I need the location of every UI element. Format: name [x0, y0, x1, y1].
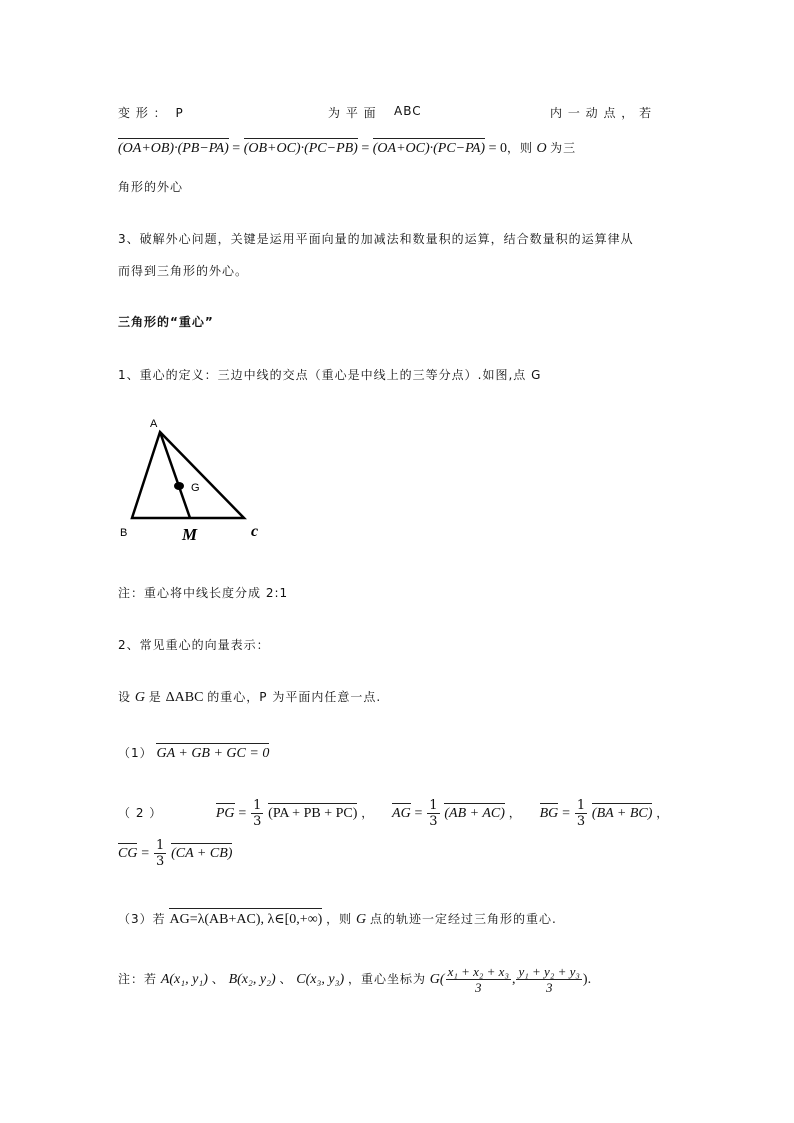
- note-2-pre: 注：若: [118, 972, 158, 986]
- condition-zero: = 0: [488, 141, 507, 156]
- item-3-label: （3）若: [118, 912, 166, 926]
- bg-frac-num: 1: [576, 798, 586, 813]
- point-p: P: [175, 106, 184, 120]
- pg-eq: =: [238, 806, 247, 821]
- paragraph-3-line-2: 而得到三角形的外心。: [118, 264, 249, 278]
- setup-post: 的重心，P 为平面内任意一点.: [207, 690, 382, 704]
- centroid-point: [174, 482, 184, 490]
- vertex-a-label: A: [150, 418, 158, 430]
- centroid-x-den: 3: [475, 980, 482, 995]
- centroid-comma: ,: [511, 972, 516, 987]
- ag-frac-den: 3: [429, 814, 438, 829]
- centroid-g-label: G: [191, 482, 200, 494]
- bg-frac-den: 3: [576, 814, 586, 829]
- centroid-y-num: y₁ + y₂ + y₃: [518, 964, 580, 979]
- cg-vector: CG: [118, 846, 138, 861]
- ag-fraction: [427, 798, 439, 829]
- ag-eq: =: [414, 806, 423, 821]
- setup-pre: 设: [118, 690, 132, 704]
- ag-rhs: (AB + AC): [444, 806, 505, 821]
- bg-eq: =: [562, 806, 570, 821]
- note-coordinates: [118, 964, 591, 995]
- point-c-coords: C(x₃, y₃): [296, 972, 345, 987]
- point-a-coords: A(x₁, y₁): [160, 972, 208, 987]
- triangle-abc: ABC: [394, 104, 422, 118]
- triangle-outline: [132, 432, 244, 518]
- point-b-coords: B(x₂, y₂): [228, 972, 276, 987]
- vector-representation-title: 2、常见重心的向量表示：: [118, 638, 270, 652]
- vertex-c-label: c: [251, 523, 259, 540]
- note-2-sep2: 、: [279, 972, 293, 986]
- centroid-definition: 1、重心的定义：三边中线的交点（重心是中线上的三等分点）.如图,点 G: [118, 368, 542, 382]
- item-1-label: （1）: [118, 746, 153, 760]
- circumcenter-conclusion: 角形的外心: [118, 180, 184, 194]
- condition-term-3: (OA+OC)·(PC−PA): [372, 141, 486, 156]
- pg-fraction: [251, 798, 263, 829]
- variant-label: 变 形 ：: [118, 106, 167, 120]
- condition-then: ，则: [507, 141, 534, 155]
- item-2-cont: [118, 838, 232, 869]
- note-2-sep1: 、: [211, 972, 225, 986]
- item-3-expr: AG=λ(AB+AC), λ∈[0,+∞): [169, 912, 323, 927]
- item-1: [118, 744, 269, 762]
- setup-mid: 是: [148, 690, 162, 704]
- cg-fraction: [154, 838, 166, 869]
- cg-rhs: (CA + CB): [171, 846, 233, 861]
- setup-triangle: ΔABC: [165, 690, 204, 705]
- variant-mid: 为 平 面: [328, 106, 377, 120]
- cg-frac-num: 1: [156, 838, 165, 853]
- centroid-x-fraction: [446, 964, 511, 995]
- item-3-g: G: [356, 912, 367, 927]
- condition-term-1: (OA+OB)·(PB−PA): [118, 141, 229, 156]
- ag-frac-num: 1: [429, 798, 438, 813]
- vertex-b-label: B: [120, 527, 128, 539]
- centroid-figure: [112, 412, 272, 542]
- bg-rhs: (BA + BC): [591, 806, 653, 821]
- centroid-g-open: G(: [429, 972, 445, 987]
- bg-sep: ，: [656, 806, 670, 820]
- pg-sep: ，: [361, 806, 375, 820]
- note-ratio: 注：重心将中线长度分成 2:1: [118, 586, 289, 600]
- variant-tail: 内 一 动 点 ， 若: [550, 106, 653, 120]
- centroid-x-num: x₁ + x₂ + x₃: [447, 964, 509, 979]
- item-2: [118, 798, 669, 829]
- centroid-close: ).: [582, 972, 592, 987]
- bg-vector: BG: [539, 806, 559, 821]
- setup-g: G: [134, 690, 145, 705]
- bg-fraction: [575, 798, 587, 829]
- centroid-y-fraction: [516, 964, 581, 995]
- item-1-expr: GA + GB + GC = 0: [156, 746, 270, 761]
- midpoint-m-label: M: [182, 525, 198, 542]
- item-3-post: ，则: [326, 912, 353, 926]
- centroid-y-den: 3: [545, 980, 553, 995]
- variant-line: [118, 104, 678, 121]
- note-2-mid: ，重心坐标为: [347, 972, 426, 986]
- item-3: [118, 910, 557, 928]
- pg-rhs: (PA + PB + PC): [268, 806, 358, 821]
- ag-vector: AG: [392, 806, 411, 821]
- item-3-post2: 点的轨迹一定经过三角形的重心.: [369, 912, 557, 926]
- circumcenter-condition: (OA+OB)·(PB−PA) = (OB+OC)·(PC−PB) = (OA+OC)·(PC−PA) = 0，则 O 为三: [118, 141, 577, 156]
- pg-vector: PG: [215, 806, 235, 821]
- cg-frac-den: 3: [156, 854, 165, 869]
- pg-frac-den: 3: [253, 814, 262, 829]
- ag-sep: ，: [508, 806, 522, 820]
- item-2-label: （ 2 ）: [118, 806, 163, 820]
- setup-line: [118, 688, 381, 706]
- paragraph-3-line-1: 3、破解外心问题，关键是运用平面向量的加减法和数量积的运算，结合数量积的运算律从: [118, 232, 634, 246]
- condition-tail: 为三: [550, 141, 577, 155]
- section-heading-centroid: 三角形的“重心”: [118, 315, 214, 329]
- pg-frac-num: 1: [253, 798, 262, 813]
- point-o: O: [536, 141, 547, 156]
- condition-term-2: (OB+OC)·(PC−PB): [243, 141, 358, 156]
- cg-eq: =: [141, 846, 150, 861]
- median-am: [160, 432, 190, 518]
